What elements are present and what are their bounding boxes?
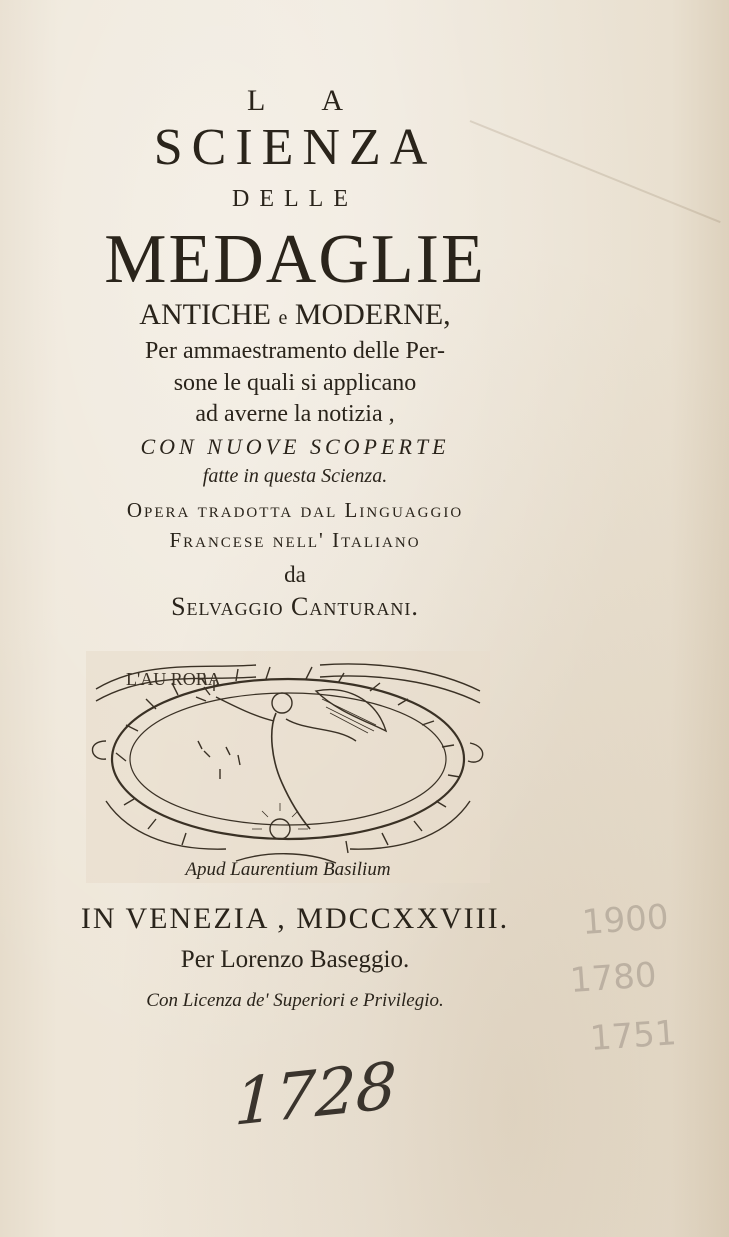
translator-da: da <box>284 562 306 587</box>
subtitle-line-5: fatte in questa Scienza. <box>202 465 388 487</box>
pencil-note-1: 1900 <box>580 897 670 943</box>
title-line-antiche-moderne <box>0 298 590 332</box>
vignette-caption: Apud Laurentium Basilium <box>185 859 391 880</box>
word-antiche: ANTICHE <box>139 298 271 331</box>
imprint-license: Con Licenza de' Superiori e Privilegio. <box>146 990 444 1011</box>
printer-device-vignette <box>86 651 490 883</box>
translation-line-2: Francese nell' Italiano <box>169 528 421 552</box>
pencil-note-2: 1780 <box>568 955 658 1001</box>
title-line-medaglie: MEDAGLIE <box>104 221 486 298</box>
title-line-delle: DELLE <box>232 186 358 212</box>
handwritten-year: 1728 <box>233 1049 398 1141</box>
title-line-scienza: SCIENZA <box>153 119 437 176</box>
imprint-printer: Per Lorenzo Baseggio. <box>180 946 410 973</box>
translation-line-1: Opera tradotta dal Linguaggio <box>126 498 464 522</box>
vignette-banner-text: L'AU RORA <box>126 669 221 689</box>
word-e: e <box>278 307 288 329</box>
translator-name: Selvaggio Canturani. <box>171 592 419 621</box>
imprint-place-date: IN VENEZIA , MDCCXXVIII. <box>80 902 510 935</box>
pencil-note-3: 1751 <box>588 1013 678 1059</box>
subtitle-line-4: CON NUOVE SCOPERTE <box>140 434 450 459</box>
subtitle-line-2: sone le quali si applicano <box>173 370 417 396</box>
word-moderne: MODERNE, <box>294 298 451 331</box>
subtitle-line-3: ad averne la notizia , <box>195 401 395 427</box>
title-line-la: LA <box>247 84 399 117</box>
subtitle-line-1: Per ammaestramento delle Per- <box>144 338 446 364</box>
